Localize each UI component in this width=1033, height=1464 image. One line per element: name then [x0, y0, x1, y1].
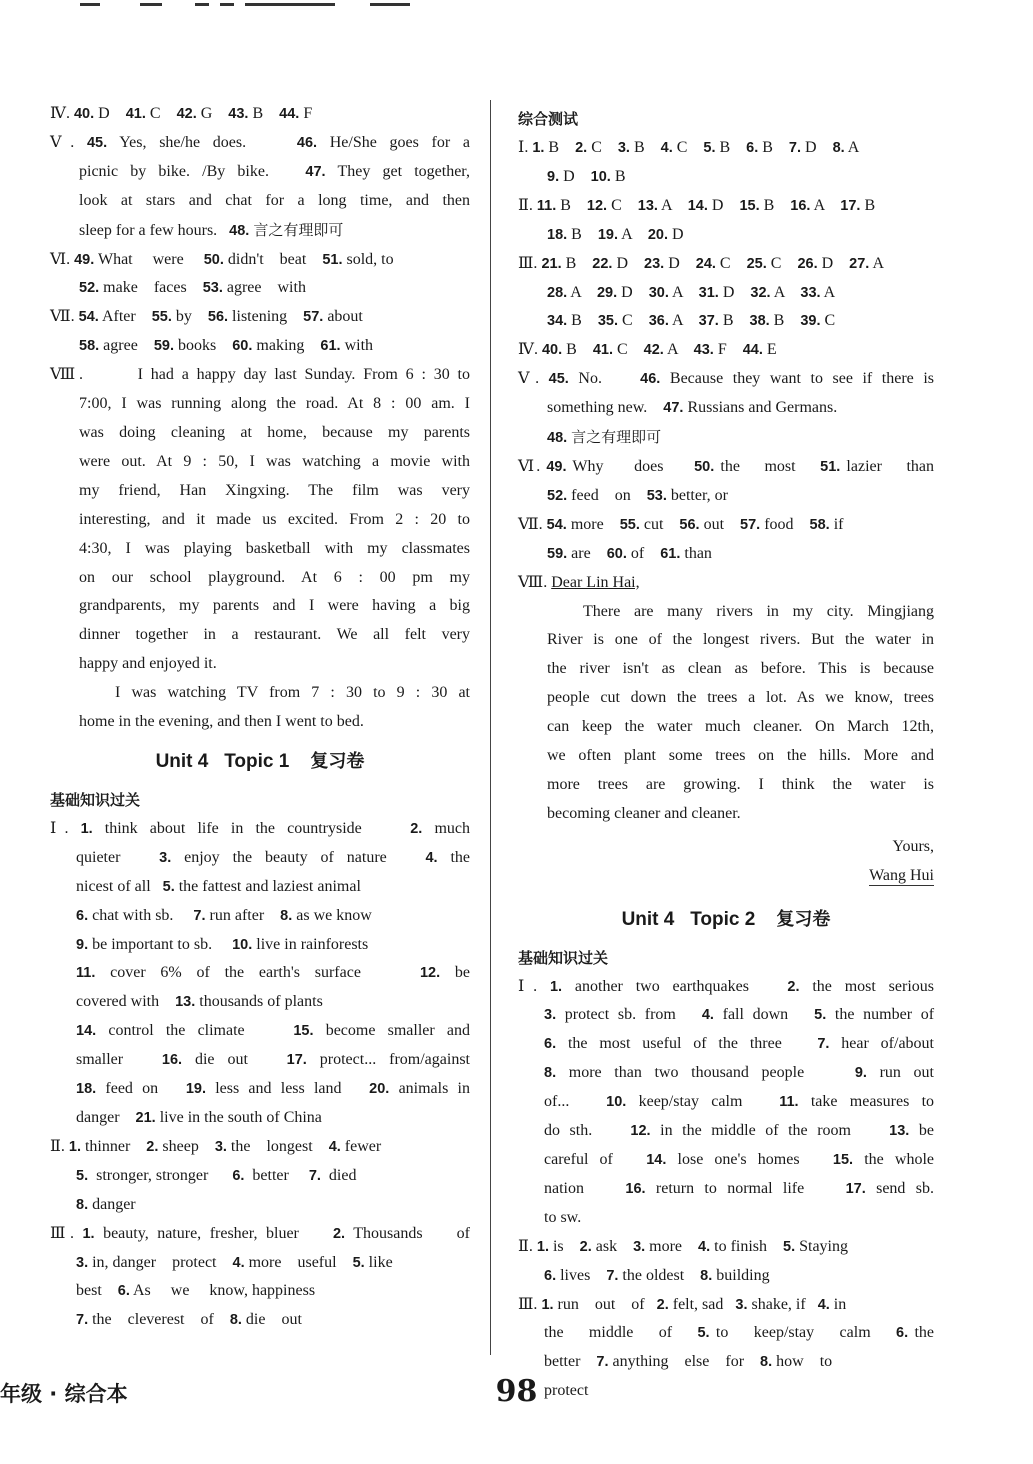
letter-closing: Yours, [892, 837, 934, 855]
answer-line: Ⅰ. 1. think about life in the countryside 2. much [50, 819, 470, 837]
answer-line: 8. danger [76, 1195, 136, 1213]
essay-line: grandparents, my parents and I were having a big [79, 597, 470, 615]
answer-line: Ⅶ. 54. After 55. by 56. listening 57. about [50, 308, 363, 326]
essay-line: on our school playground. At 6 : 00 pm my [79, 568, 470, 586]
answer-line: 58. agree 59. books 60. making 61. with [79, 337, 374, 355]
answer-line: Ⅶ. 54. more 55. cut 56. out 57. food 58. if [518, 515, 844, 533]
answer-line: picnic by bike. /By bike. 47. They get together, [79, 162, 470, 180]
essay-line: 7:00, I was running along the road. At 8 : 00 am. I [79, 395, 470, 413]
answer-line: sleep for a few hours. 48. 言之有理即可 [79, 220, 344, 239]
answer-line: 34. B 35. C 36. A 37. B 38. B 39. C [547, 312, 836, 330]
letter-line: more trees are growing. I think the water is [547, 775, 934, 793]
answer-line: 14. control the climate 15. become smaller and [76, 1022, 471, 1040]
answer-line: 18. B 19. A 20. D [547, 225, 684, 243]
letter-line: There are many rivers in my city. Mingjiang [583, 602, 934, 620]
answer-line: 6. lives 7. the oldest 8. building [544, 1266, 770, 1284]
answer-line: smaller 16. die out 17. protect... from/against [76, 1051, 470, 1069]
letter-signature [518, 862, 934, 891]
answer-line: Ⅲ. 1. run out of 2. felt, sad 3. shake, if 4. in [518, 1295, 847, 1313]
unit-heading: Unit 4 Topic 2 复习卷 [621, 908, 831, 930]
answer-line: Ⅵ. 49. What were 50. didn't beat 51. sold, to [50, 250, 394, 268]
answer-line: something new. 47. Russians and Germans. [547, 399, 838, 417]
answer-line: Ⅲ. 1. beauty, nature, fresher, bluer 2. Thousands of [50, 1224, 471, 1242]
answer-line: covered with 13. thousands of plants [76, 993, 323, 1011]
answer-line: danger 21. live in the south of China [76, 1109, 322, 1126]
footer-grade-label: 年级 · 综合本 [0, 1382, 128, 1406]
answer-line: Ⅵ. 49. Why does 50. the most 51. lazier than [518, 457, 935, 475]
answer-line: Ⅰ. 1. another two earthquakes 2. the most serious [518, 977, 934, 995]
answer-line: Ⅲ. 21. B 22. D 23. D 24. C 25. C 26. D 27. A [518, 254, 885, 272]
section-title: 基础知识过关 [50, 790, 141, 809]
answer-line: best 6. As we know, happiness [76, 1282, 316, 1300]
unit-heading: Unit 4 Topic 1 复习卷 [155, 750, 365, 772]
answer-line: 52. feed on 53. better, or [547, 486, 728, 504]
answer-line: protect [544, 1382, 589, 1400]
essay-line: dinner together in a restaurant. We all felt very [79, 626, 470, 644]
answer-line: careful of 14. lose one's homes 15. the whole [544, 1151, 934, 1168]
answer-line: 3. in, danger protect 4. more useful 5. like [76, 1253, 393, 1271]
answer-line: Ⅴ. 45. No. 46. Because they want to see if there is [518, 370, 935, 388]
right-column [518, 100, 934, 1406]
answer-line: look at stars and chat for a long time, and then [79, 191, 470, 209]
essay-line: I was watching TV from 7 : 30 to 9 : 30 at [115, 684, 470, 702]
answer-line: do sth. 12. in the middle of the room 13. be [544, 1122, 934, 1140]
answer-line: 28. A 29. D 30. A 31. D 32. A 33. A [547, 283, 836, 301]
essay-line: 4:30, I was playing basketball with my classmates [79, 539, 470, 557]
answer-line: 6. chat with sb. 7. run after 8. as we know [76, 906, 372, 924]
essay-line: home in the evening, and then I went to bed. [79, 713, 364, 731]
letter-line: River is one of the longest rivers. But the water in [547, 631, 934, 649]
answer-line: 52. make faces 53. agree with [79, 279, 306, 297]
letter-line: can keep the water much cleaner. On March 12th, [547, 718, 934, 736]
answer-line: to sw. [544, 1208, 582, 1226]
answer-line: Ⅰ. 1. B 2. C 3. B 4. C 5. B 6. B 7. D 8. A [518, 139, 860, 156]
answer-line: Ⅳ. 40. D 41. C 42. G 43. B 44. F [50, 105, 313, 122]
answer-line: Ⅱ. 1. thinner 2. sheep 3. the longest 4. fewer [50, 1137, 382, 1155]
essay-line: was doing cleaning at home, because my parents [79, 423, 470, 441]
answer-line: nation 16. return to normal life 17. send sb. [544, 1179, 934, 1197]
top-edge-marks [70, 3, 570, 9]
answer-line: quieter 3. enjoy the beauty of nature 4. the [76, 848, 471, 866]
essay-line: happy and enjoyed it. [79, 655, 217, 673]
answer-line: better 7. anything else for 8. how to [544, 1353, 833, 1371]
answer-line: the middle of 5. to keep/stay calm 6. the [544, 1324, 935, 1342]
letter-greeting: Ⅷ. Dear Lin Hai, [518, 573, 640, 591]
section-title: 基础知识过关 [518, 948, 609, 967]
essay-line: Ⅷ. I had a happy day last Sunday. From 6 : 30 to [50, 366, 470, 384]
essay-line: my friend, Han Xingxing. The film was very [79, 481, 470, 499]
answer-line: Ⅳ. 40. B 41. C 42. A 43. F 44. E [518, 341, 777, 359]
essay-line: interesting, and it made us excited. From 2 : 20 to [79, 510, 470, 528]
signature-name: Wang Hui [869, 866, 934, 884]
answer-line: nicest of all 5. the fattest and laziest animal [76, 877, 361, 895]
answer-line: Ⅴ. 45. Yes, she/he does. 46. He/She goes for a [50, 133, 471, 151]
answer-line: 59. are 60. of 61. than [547, 544, 712, 562]
answer-line: 11. cover 6% of the earth's surface 12. be [76, 964, 470, 982]
answer-line: 6. the most useful of the three 7. hear of/about [544, 1035, 934, 1053]
answer-line: 8. more than two thousand people 9. run out [544, 1064, 935, 1082]
answer-line: 5. stronger, stronger 6. better 7. died [76, 1166, 357, 1184]
page-number: 98 [495, 1374, 538, 1409]
essay-line: were out. At 9 : 50, I was watching a movie with [79, 452, 470, 470]
answer-line: 48. 言之有理即可 [547, 428, 662, 447]
letter-line: people cut down the trees a lot. As we know, trees [547, 689, 934, 707]
letter-line: becoming cleaner and cleaner. [547, 804, 741, 822]
answer-line: 9. D 10. B [547, 167, 626, 185]
letter-line: the river isn't as clean as before. This is because [547, 660, 934, 678]
left-column [50, 100, 470, 1335]
letter-line: we often plant some trees on the hills. More and [547, 747, 934, 765]
answer-line: of... 10. keep/stay calm 11. take measures to [544, 1093, 935, 1111]
answer-line: Ⅱ. 1. is 2. ask 3. more 4. to finish 5. Staying [518, 1237, 848, 1255]
answer-line: 3. protect sb. from 4. fall down 5. the number of [544, 1006, 935, 1024]
answer-line: 9. be important to sb. 10. live in rainforests [76, 935, 369, 953]
answer-line: 18. feed on 19. less and less land 20. animals in [76, 1080, 470, 1098]
section-title: 综合测试 [518, 110, 579, 128]
answer-line: 7. the cleverest of 8. die out [76, 1311, 302, 1329]
answer-line: Ⅱ. 11. B 12. C 13. A 14. D 15. B 16. A 17. B [518, 196, 876, 214]
column-divider [490, 100, 491, 1355]
